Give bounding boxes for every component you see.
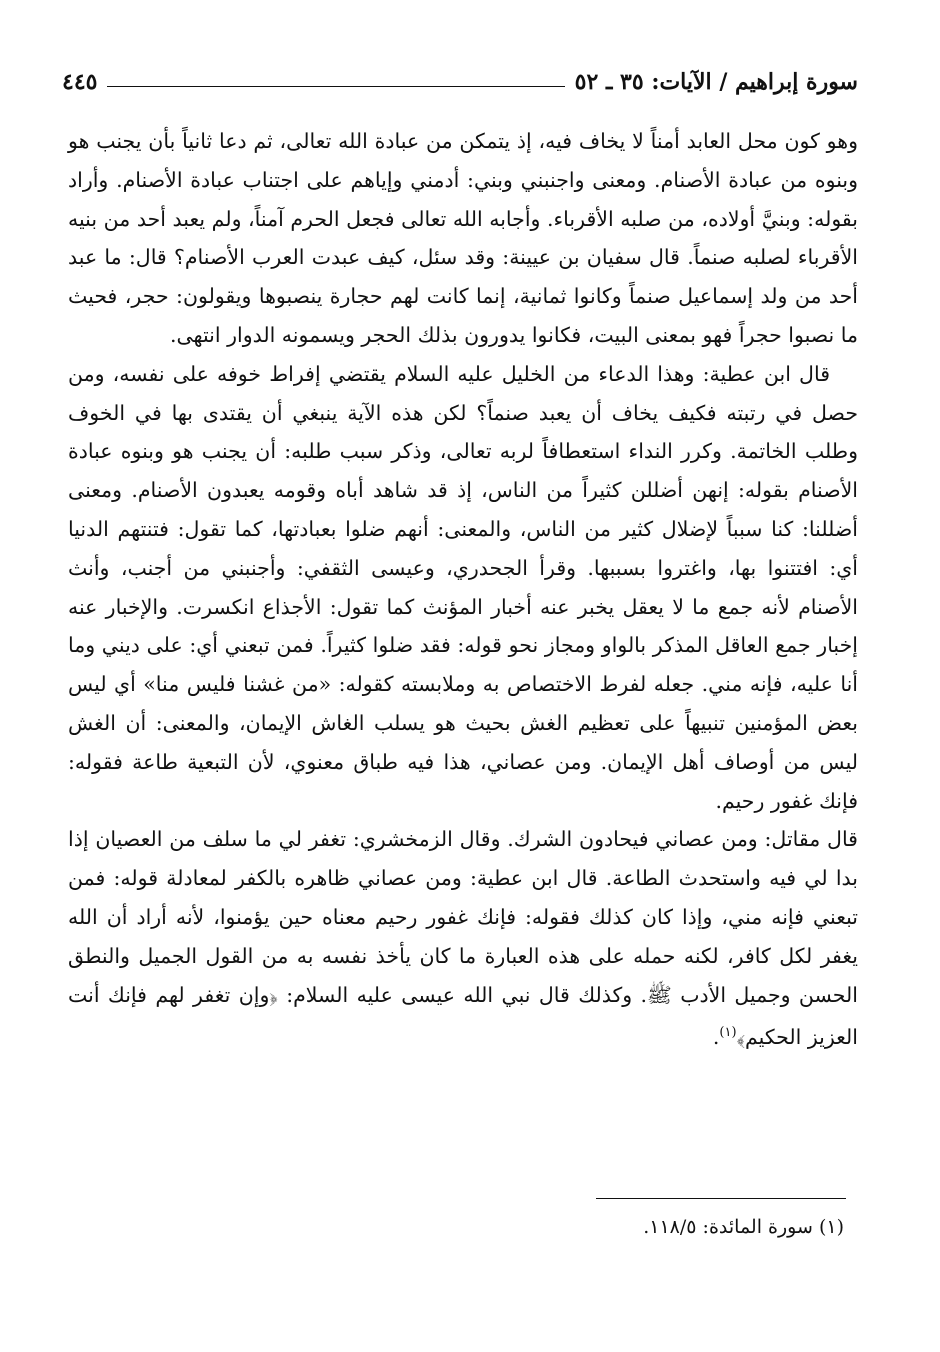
paragraph-2: قال ابن عطية: وهذا الدعاء من الخليل عليه السلام يقتضي إفراط خوفه على نفسه، ومن حصل في رتبته فكيف يخاف أن يعبد صنماً؟ لكن هذه الآية ينبغي أن يقتدى بها في الخوف وطلب الخاتمة. وكرر النداء استعطافاً لربه تعالى، وذكر سبب طلبه: أن يجنب هو وبنوه عبادة الأصنام بقوله: إنهن أضللن كثيراً من الناس، إذ قد شاهد أباه وقومه يعبدون الأصنام. ومعنى أضللنا: كنا سبباً لإضلال كثير من الناس، والمعنى: أنهم ضلوا بعبادتها، كما تقول: فتنتهم الدنيا أي: افتتنوا بها، واغتروا بسببها. وقرأ الجحدري، وعيسى الثقفي: وأجنبني من أجنب، وأنث الأصنام لأنه جمع ما لا يعقل يخبر عنه أخبار المؤنث كما تقول: الأجذاع انكسرت. والإخبار عنه إخبار جمع العاقل المذكر بالواو ومجاز نحو قوله: فقد ضلوا كثيراً. فمن تبعني أي: على ديني وما أنا عليه، فإنه مني. جعله لفرط الاختصاص به وملابسته كقوله: «من غشنا فليس منا» أي ليس بعض المؤمنين تنبيهاً على تعظيم الغش بحيث هو يسلب الغاش الإيمان، والمعنى: أن الغش ليس من أوصاف أهل الإيمان. ومن عصاني، هذا فيه طباق معنوي، لأن التبعية طاعة فقوله: فإنك غفور رحيم. bbox=[68, 361, 858, 813]
header-title: سورة إبراهيم / الآيات: ٣٥ ـ ٥٢ bbox=[574, 69, 858, 95]
running-header bbox=[62, 62, 858, 102]
footnote: (١) سورة المائدة: ١١٨/٥. bbox=[643, 1216, 844, 1238]
header-rule bbox=[107, 86, 564, 87]
footnote-reference: (١) bbox=[719, 1025, 737, 1041]
paragraph-1: وهو كون محل العابد أمناً لا يخاف فيه، إذ يتمكن من عبادة الله تعالى، ثم دعا ثانياً بأن يجنب هو وبنوه من عبادة الأصنام. ومعنى واجنبني وبني: أدمني وإياهم على اجتناب عبادة الأصنام. وأراد بقوله: وبنيَّ أولاده، من صلبه الأقرباء. وأجابه الله تعالى فجعل الحرم آمناً، ولم يعبد أحد من بنيه الأقرباء لصلبه صنماً. قال سفيان بن عيينة: وقد سئل، كيف عبدت العرب الأصنام؟ قال: ما عبد أحد من ولد إسماعيل صنماً وكانوا ثمانية، إنما كانت لهم حجارة ينصبوها ويقولون: حجر، فحيث ما نصبوا حجراً فهو بمعنى البيت، فكانوا يدورون بذلك الحجر ويسمونه الدوار انتهى. bbox=[68, 129, 858, 347]
main-text bbox=[68, 122, 858, 1057]
page-number: ٤٤٥ bbox=[62, 69, 98, 95]
paragraph-3: قال مقاتل: ومن عصاني فيحادون الشرك. وقال الزمخشري: تغفر لي ما سلف من العصيان إذا بدا لي فيه واستحدث الطاعة. قال ابن عطية: ومن عصاني ظاهره بالكفر لمعادلة قوله: فمن تبعني فإنه مني، وإذا كان كذلك فقوله: فإنك غفور رحيم معناه حين يؤمنوا، لأنه أراد أن الله يغفر لكل كافر، لكنه حمله على هذه العبارة ما كان يأخذ نفسه به من القول الجميل والنطق الحسن وجميل الأدب ﷺ. وكذلك قال نبي الله عيسى عليه السلام: ﴿وإن تغفر لهم فإنك أنت العزيز الحكيم﴾$^{(١)}$. bbox=[68, 827, 858, 1050]
paragraph-3-text: قال مقاتل: ومن عصاني فيحادون الشرك. وقال الزمخشري: تغفر لي ما سلف من العصيان إذا بدا لي فيه واستحدث الطاعة. قال ابن عطية: ومن عصاني ظاهره بالكفر لمعادلة قوله: فمن تبعني فإنه مني، وإذا كان كذلك فقوله: فإنك غفور رحيم معناه حين يؤمنوا، لأنه أراد أن الله يغفر لكل كافر، لكنه حمله على هذه العبارة ما كان يأخذ نفسه به من القول الجميل والنطق الحسن وجميل الأدب ﷺ. وكذلك قال نبي الله عيسى عليه السلام: ﴿وإن تغفر لهم فإنك أنت العزيز الحكيم﴾ bbox=[68, 827, 858, 1050]
footnote-divider bbox=[596, 1198, 846, 1199]
